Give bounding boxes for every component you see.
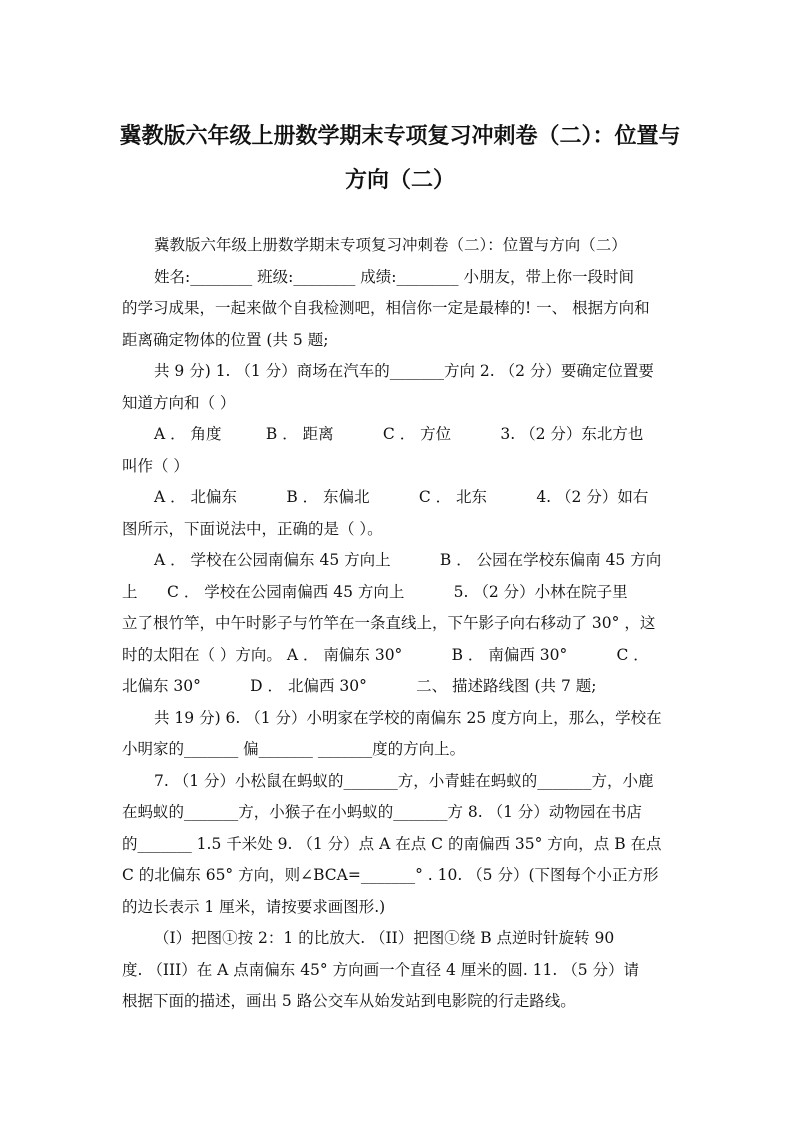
body-line: 知道方向和（ ） <box>122 393 236 412</box>
body-line: 的学习成果，一起来做个自我检测吧，相信你一定是最棒的! 一、 根据方向和 <box>122 299 650 317</box>
body-line: 7. （1 分）小松鼠在蚂蚁的_______方，小青蛙在蚂蚁的_______方，小鹿 <box>154 771 654 790</box>
body-line: 根据下面的描述，画出 5 路公交车从始发站到电影院的行走路线。 <box>122 992 576 1010</box>
body-line: 的边长表示 1 厘米，请按要求画图形.) <box>122 897 386 916</box>
body-line: 姓名:________ 班级:________ 成绩:________ 小朋友，带上你一段时间 <box>154 267 634 286</box>
body-line: 时的太阳在（ ）方向。 A ． 南偏东 30° B ． 南偏西 30° C ． <box>122 645 649 664</box>
body-line: 在蚂蚁的_______方，小猴子在小蚂蚁的_______方 8. （1 分）动物园在书店 <box>122 803 642 821</box>
body-line: A ． 角度 B ． 距离 C ． 方位 3. （2 分）东北方也 <box>154 425 644 443</box>
body-line: A ． 学校在公园南偏东 45 方向上 B ． 公园在学校东偏南 45 方向 <box>154 551 662 569</box>
body-line: A ． 北偏东 B ． 东偏北 C ． 北东 4. （2 分）如右 <box>154 488 649 506</box>
body-line: C 的北偏东 65° 方向，则∠BCA=_______° . 10. （5 分）(下图每个小正方形 <box>122 866 659 884</box>
body-line: （I）把图①按 2：1 的比放大. （II）把图①绕 B 点逆时针旋转 90 <box>154 929 615 947</box>
body-line: 小明家的_______ 偏_______ _______度的方向上。 <box>122 740 466 758</box>
body-line: 度. （III）在 A 点南偏东 45° 方向画一个直径 4 厘米的圆. 11. （5 分）请 <box>122 960 640 979</box>
body-line: 的_______ 1.5 千米处 9. （1 分）点 A 在点 C 的南偏西 35° 方向，点 B 在点 <box>122 834 662 853</box>
document-body <box>122 230 692 1018</box>
document-title-line-1: 冀教版六年级上册数学期末专项复习冲刺卷（二）：位置与 <box>119 124 681 149</box>
body-line: 距离确定物体的位置 (共 5 题; <box>122 330 329 349</box>
body-line: 立了根竹竿，中午时影子与竹竿在一条直线上，下午影子向右移动了 30° ，这 <box>122 614 656 632</box>
body-line: 冀教版六年级上册数学期末专项复习冲刺卷（二）：位置与方向（二） <box>154 236 627 254</box>
document-title-line-2: 方向（二） <box>344 168 455 193</box>
body-line: 图所示，下面说法中，正确的是（ ）。 <box>122 519 383 538</box>
body-line: 叫作（ ） <box>122 456 189 475</box>
body-line: 共 19 分) 6. （1 分）小明家在学校的南偏东 25 度方向上，那么，学校在 <box>154 708 662 727</box>
body-line: 共 9 分) 1. （1 分）商场在汽车的_______方向 2. （2 分）要确定位置要 <box>154 362 654 380</box>
body-line: 北偏东 30° D ． 北偏西 30° 二、 描述路线图 (共 7 题; <box>122 677 597 695</box>
body-line: 上 C ． 学校在公园南偏西 45 方向上 5. （2 分）小林在院子里 <box>122 582 628 601</box>
